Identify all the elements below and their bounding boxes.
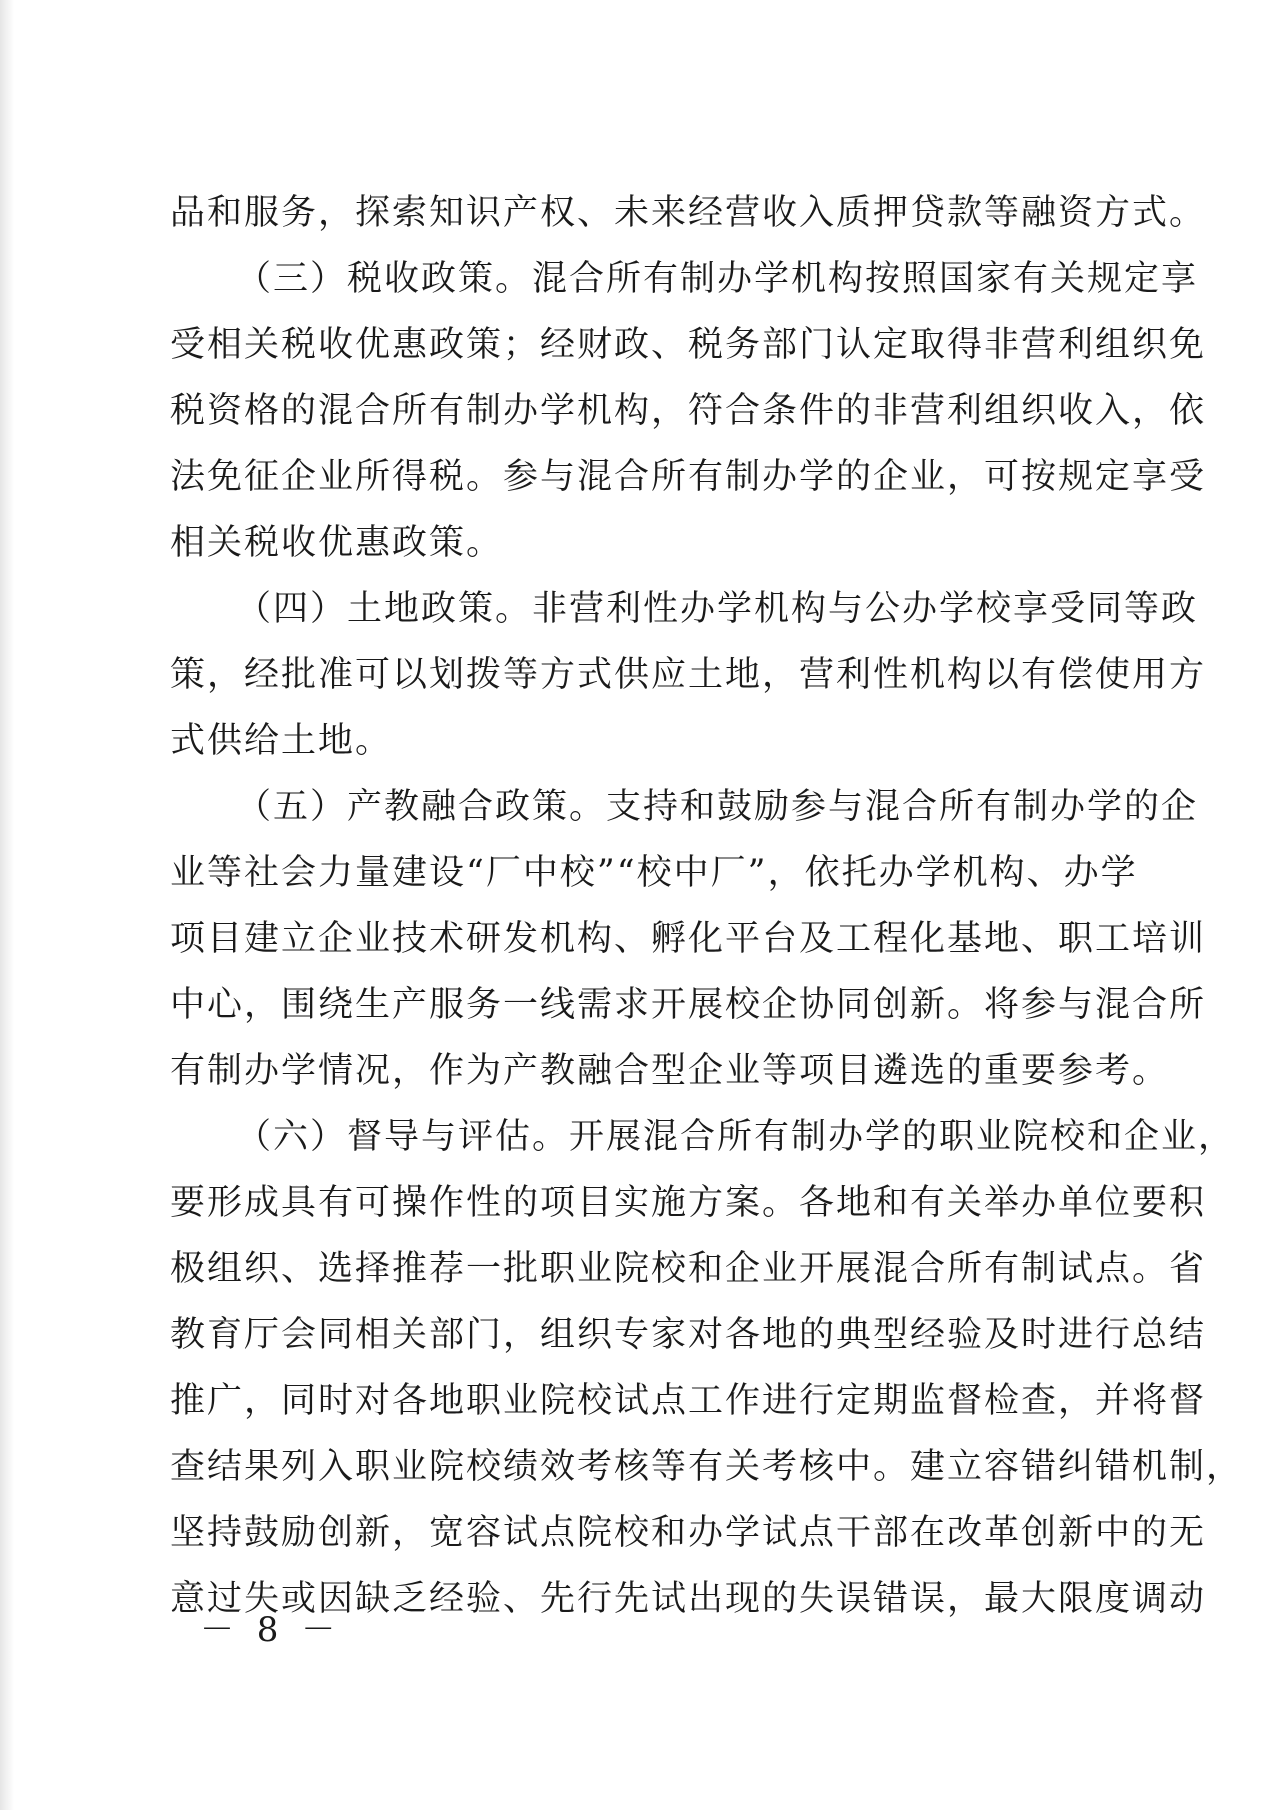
section-five-heading-line: （五）产教融合政策。支持和鼓励参与混合所有制办学的企 — [236, 787, 1199, 827]
body-line: 式供给土地。 — [170, 721, 393, 761]
body-line: 品和服务，探索知识产权、未来经营收入质押贷款等融资方式。 — [170, 193, 1207, 233]
body-line: 极组织、选择推荐一批职业院校和企业开展混合所有制试点。省 — [170, 1249, 1207, 1289]
body-line: 项目建立企业技术研发机构、孵化平台及工程化基地、职工培训 — [170, 919, 1207, 959]
scan-edge-shadow — [0, 0, 14, 1810]
body-line: 中心，围绕生产服务一线需求开展校企协同创新。将参与混合所 — [170, 985, 1207, 1025]
section-three-heading-line: （三）税收政策。混合所有制办学机构按照国家有关规定享 — [236, 259, 1199, 299]
section-four-heading-line: （四）土地政策。非营利性办学机构与公办学校享受同等政 — [236, 589, 1199, 629]
body-line: 意过失或因缺乏经验、先行先试出现的失误错误，最大限度调动 — [170, 1579, 1207, 1619]
body-line: 业等社会力量建设“厂中校”“校中厂”，依托办学机构、办学 — [170, 853, 1138, 893]
body-line: 推广，同时对各地职业院校试点工作进行定期监督检查，并将督 — [170, 1381, 1207, 1421]
body-line: 相关税收优惠政策。 — [170, 523, 504, 563]
document-body — [170, 180, 1244, 1632]
page-number: － 8 － — [200, 1610, 342, 1650]
section-six-heading-line: （六）督导与评估。开展混合所有制办学的职业院校和企业， — [236, 1117, 1236, 1157]
body-line: 查结果列入职业院校绩效考核等有关考核中。建立容错纠错机制， — [170, 1447, 1244, 1487]
body-line: 受相关税收优惠政策；经财政、税务部门认定取得非营利组织免 — [170, 325, 1207, 365]
body-line: 策，经批准可以划拨等方式供应土地，营利性机构以有偿使用方 — [170, 655, 1207, 695]
body-line: 法免征企业所得税。参与混合所有制办学的企业，可按规定享受 — [170, 457, 1207, 497]
body-line: 税资格的混合所有制办学机构，符合条件的非营利组织收入，依 — [170, 391, 1207, 431]
body-line: 教育厅会同相关部门，组织专家对各地的典型经验及时进行总结 — [170, 1315, 1207, 1355]
body-line: 坚持鼓励创新，宽容试点院校和办学试点干部在改革创新中的无 — [170, 1513, 1207, 1553]
body-line: 有制办学情况，作为产教融合型企业等项目遴选的重要参考。 — [170, 1051, 1170, 1091]
body-line: 要形成具有可操作性的项目实施方案。各地和有关举办单位要积 — [170, 1183, 1207, 1223]
